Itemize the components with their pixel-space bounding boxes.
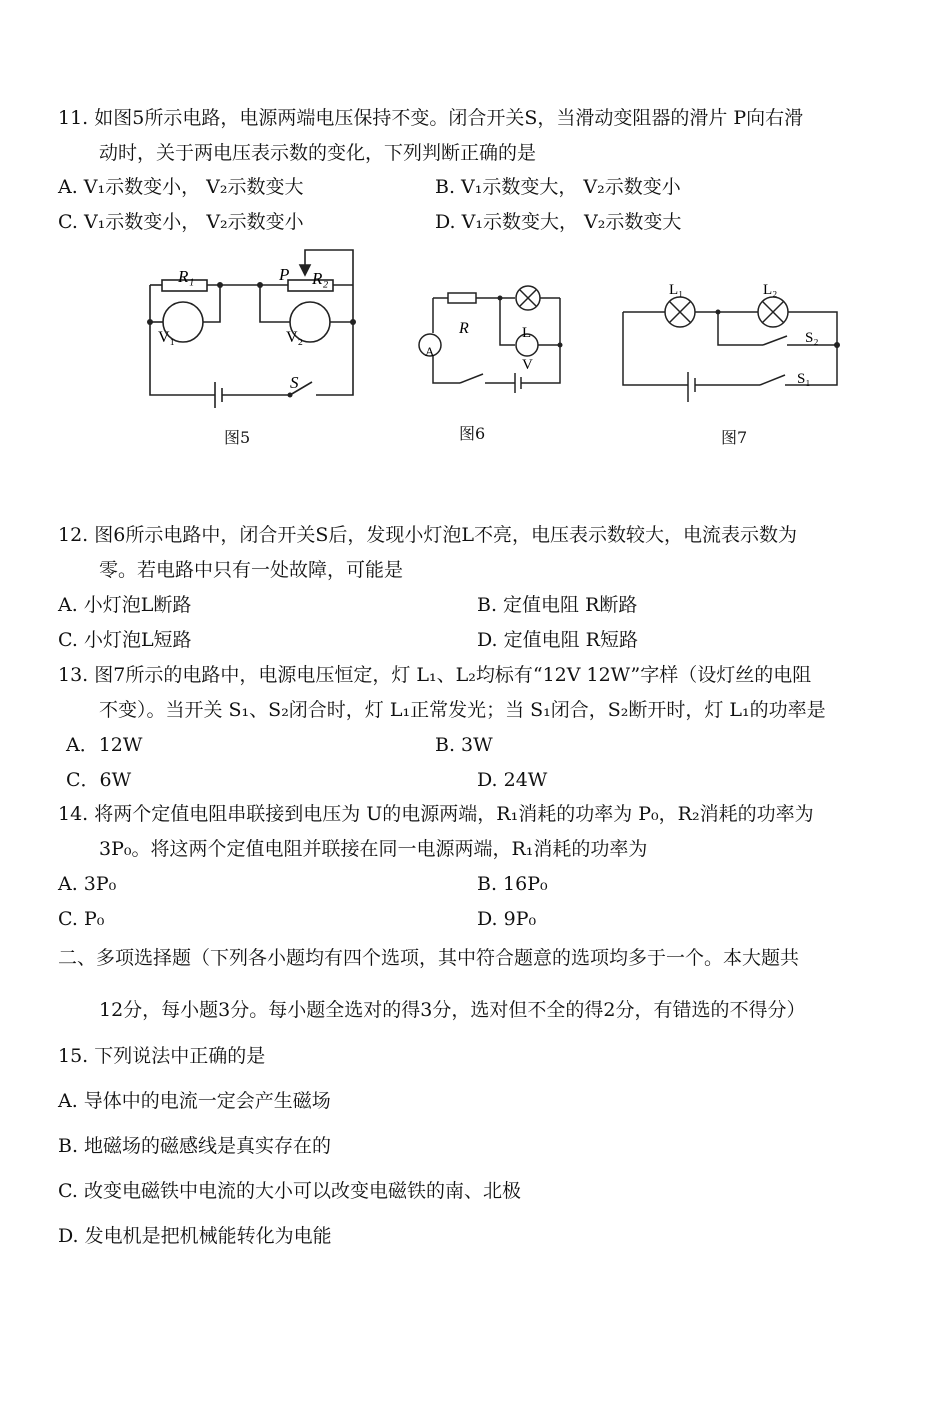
section2-heading-line1: 二、多项选择题（下列各小题均有四个选项，其中符合题意的选项均多于一个。本大题共 [58,947,800,969]
q15-option-d: D. 发电机是把机械能转化为电能 [58,1225,332,1247]
fig6-label-a: A [425,344,435,359]
figure-6-caption: 图6 [459,424,486,443]
figure-5-circuit [140,240,370,410]
fig6-label-l: L [522,325,532,341]
q14-option-b: B. 16P₀ [477,873,548,895]
q15-option-c: C. 改变电磁铁中电流的大小可以改变电磁铁的南、北极 [58,1180,521,1202]
fig5-label-p: P [279,265,290,284]
q14-option-a: A. 3P₀ [58,873,117,895]
q11-option-a: A. V₁示数变小， V₂示数变大 [58,176,304,198]
fig5-label-s: S [290,373,299,392]
fig7-label-l1: L₁ [669,282,684,298]
q11-option-b: B. V₁示数变大， V₂示数变小 [435,176,681,198]
q12-stem-line1: 12. 图6所示电路中，闭合开关S后，发现小灯泡L不亮，电压表示数较大，电流表示数为 [58,524,797,546]
q11-option-c: C. V₁示数变小， V₂示数变小 [58,211,304,233]
section2-heading-line2: 12分，每小题3分。每小题全选对的得3分，选对但不全的得2分，有错选的不得分） [99,999,806,1021]
q14-stem-line1: 14. 将两个定值电阻串联接到电压为 U的电源两端，R₁消耗的功率为 P₀，R₂消耗的功率为 [58,803,814,825]
q15-option-b: B. 地磁场的磁感线是真实存在的 [58,1135,332,1157]
q11-stem-line2: 动时，关于两电压表示数的变化，下列判断正确的是 [99,142,537,164]
q13-option-b: B. 3W [435,734,493,756]
fig7-label-s1: S₁ [797,371,811,387]
figure-7-caption: 图7 [721,428,748,447]
fig5-label-r1: R₁ [178,267,195,286]
fig6-label-r: R [459,320,469,337]
q14-option-d: D. 9P₀ [477,908,537,930]
q13-stem-line1: 13. 图7所示的电路中，电源电压恒定，灯 L₁、L₂均标有“12V 12W”字样（设灯丝的电阻 [58,664,812,686]
q14-stem-line2: 3P₀。将这两个定值电阻并联接在同一电源两端，R₁消耗的功率为 [99,838,648,860]
q15-stem: 15. 下列说法中正确的是 [58,1045,266,1067]
fig7-label-s2: S₂ [805,330,819,346]
q12-option-d: D. 定值电阻 R短路 [477,629,638,651]
q12-option-c: C. 小灯泡L短路 [58,629,192,651]
q13-option-d: D. 24W [477,769,548,791]
q13-stem-line2: 不变）。当开关 S₁、S₂闭合时，灯 L₁正常发光；当 S₁闭合，S₂断开时，灯 L₁的功率是 [99,699,826,721]
q12-option-b: B. 定值电阻 R断路 [477,594,638,616]
figure-5-caption: 图5 [224,428,251,447]
fig5-label-r2: R₂ [312,269,329,288]
q11-option-d: D. V₁示数变大， V₂示数变大 [435,211,682,233]
q11-stem-line1: 11. 如图5所示电路，电源两端电压保持不变。闭合开关S，当滑动变阻器的滑片 P向右滑 [58,107,804,129]
fig5-label-v2: V₂ [286,329,304,346]
fig6-label-v: V [522,357,533,373]
q15-option-a: A. 导体中的电流一定会产生磁场 [58,1090,331,1112]
fig7-label-l2: L₂ [763,282,778,298]
fig5-label-v1: V₁ [158,329,176,346]
q13-option-a: A．12W [66,734,143,756]
q12-stem-line2: 零。若电路中只有一处故障，可能是 [99,559,404,581]
figure-7-circuit [615,280,845,410]
figure-6-circuit [415,283,575,403]
q14-option-c: C. P₀ [58,908,105,930]
q12-option-a: A. 小灯泡L断路 [58,594,192,616]
q13-option-c: C．6W [66,769,132,791]
